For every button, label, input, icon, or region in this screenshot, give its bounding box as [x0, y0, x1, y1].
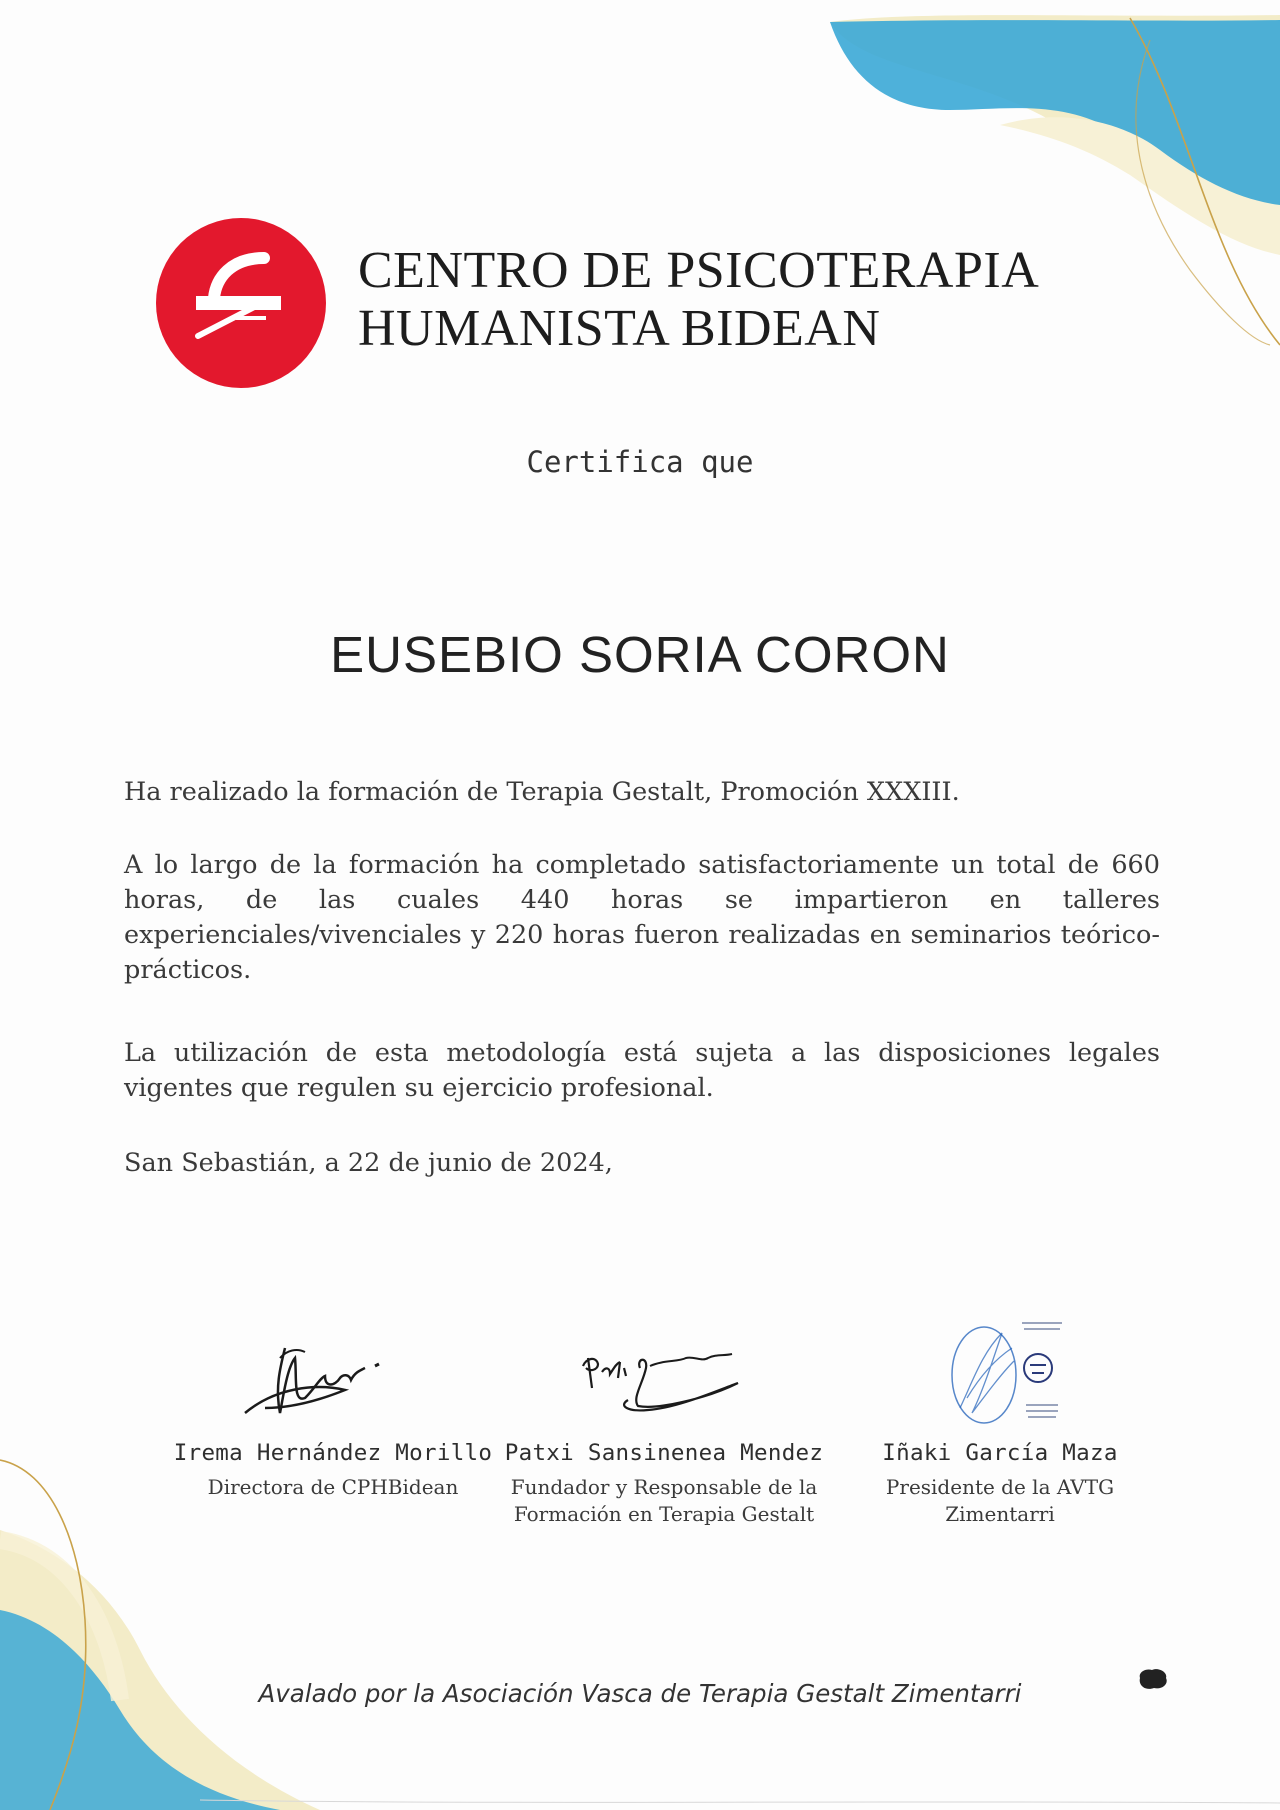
signatory-name: Irema Hernández Morillo — [173, 1440, 493, 1466]
ink-blot-icon — [1136, 1666, 1170, 1692]
organization-name-line1: CENTRO DE PSICOTERAPIA — [358, 242, 1040, 299]
place-date: San Sebastián, a 22 de junio de 2024, — [124, 1148, 613, 1178]
training-paragraph: Ha realizado la formación de Terapia Gestalt, Promoción XXXIII. — [124, 777, 960, 807]
signature-icon — [225, 1328, 425, 1428]
signatory-role: Presidente de la AVTG Zimentarri — [885, 1475, 1115, 1526]
organization-name — [358, 242, 1039, 358]
signatory-3 — [830, 1440, 1170, 1528]
signatory-name: Iñaki García Maza — [882, 1440, 1118, 1466]
signature-icon — [568, 1328, 768, 1428]
endorsement-footer: Avalado por la Asociación Vasca de Terapia Gestalt Zimentarri — [258, 1679, 1022, 1708]
certifies-heading: Certifica que — [526, 445, 754, 479]
legal-paragraph: La utilización de esta metodología está sujeta a las disposiciones legales vigentes que regulen su ejercicio profesional. — [124, 1038, 1160, 1103]
signatory-1 — [163, 1440, 503, 1501]
signatory-role: Fundador y Responsable de la Formación en Terapia Gestalt — [510, 1475, 818, 1526]
signatory-name: Patxi Sansinenea Mendez — [504, 1440, 824, 1466]
signatory-2 — [494, 1440, 834, 1528]
hours-paragraph: A lo largo de la formación ha completado satisfactoriamente un total de 660 horas, de las cuales 440 horas se impartieron en talleres experienciales/vivenciales y 220 horas fueron realizadas en seminarios teórico-prácticos. — [124, 850, 1160, 985]
organization-name-line2: HUMANISTA BIDEAN — [358, 300, 881, 357]
bidean-logo-icon — [156, 218, 326, 388]
stamp-icon — [942, 1313, 1082, 1433]
recipient-name: EUSEBIO SORIA CORON — [330, 626, 950, 683]
signatory-role: Directora de CPHBidean — [207, 1475, 459, 1499]
